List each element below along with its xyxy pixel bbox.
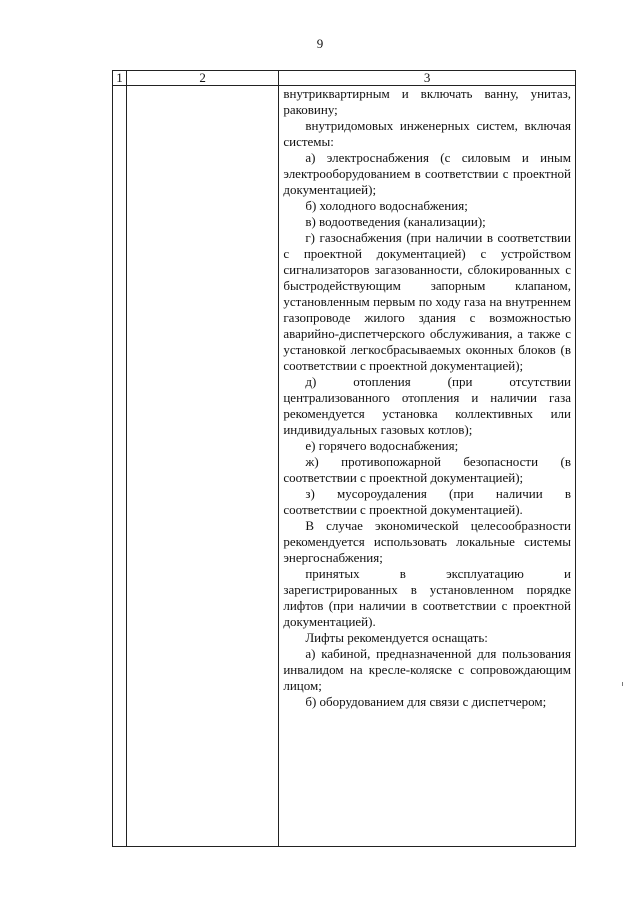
paragraph: б) оборудованием для связи с диспетчером; [305, 694, 547, 709]
column-header-1: 1 [113, 71, 127, 86]
paragraph: внутридомовых инженерных систем, включая системы: [283, 118, 571, 149]
column-1-cell [113, 86, 127, 847]
paragraph: В случае экономической целесообразности рекомендуется использовать локальные системы энергоснабжения; [283, 518, 571, 565]
paragraph: Лифты рекомендуется оснащать: [305, 630, 488, 645]
table-header-row [113, 71, 576, 86]
paragraph: а) кабиной, предназначенной для пользования инвалидом на кресле-коляске с сопровождающим лицом; [283, 646, 571, 693]
paragraph: б) холодного водоснабжения; [305, 198, 468, 213]
paragraph: е) горячего водоснабжения; [305, 438, 459, 453]
column-3-cell [279, 86, 576, 847]
page-number: 9 [316, 36, 324, 51]
column-header-2: 2 [127, 71, 279, 86]
paragraph: внутриквартирным и включать ванну, унитаз, раковину; [283, 86, 571, 117]
paragraph: з) мусороудаления (при наличии в соответствии с проектной документацией). [283, 486, 571, 517]
column-header-3: 3 [279, 71, 576, 86]
paragraph: а) электроснабжения (с силовым и иным электрооборудованием в соответствии с проектной документацией); [283, 150, 571, 197]
paragraph: принятых в эксплуатацию и зарегистрированных в установленном порядке лифтов (при наличии в соответствии с проектной документацией). [283, 566, 571, 629]
scan-mark [622, 682, 623, 686]
paragraph: в) водоотведения (канализации); [305, 214, 486, 229]
content-table [112, 70, 576, 847]
column-2-cell [127, 86, 279, 847]
table-row [113, 86, 576, 847]
paragraph: д) отопления (при отсутствии централизованного отопления и наличии газа рекомендуется установка коллективных или индивидуальных газовых котлов); [283, 374, 571, 437]
paragraph: г) газоснабжения (при наличии в соответствии с проектной документацией) с устройством сигнализаторов загазованности, сблокированных с быстродействующим запорным клапаном, установленным первым по ходу газа на внутреннем газопроводе жилого здания с возможностью аварийно-диспетчерского обслуживания, а также с установкой легкосбрасываемых оконных блоков (в соответствии с проектной документацией); [283, 230, 571, 373]
paragraph: ж) противопожарной безопасности (в соответствии с проектной документацией); [283, 454, 571, 485]
